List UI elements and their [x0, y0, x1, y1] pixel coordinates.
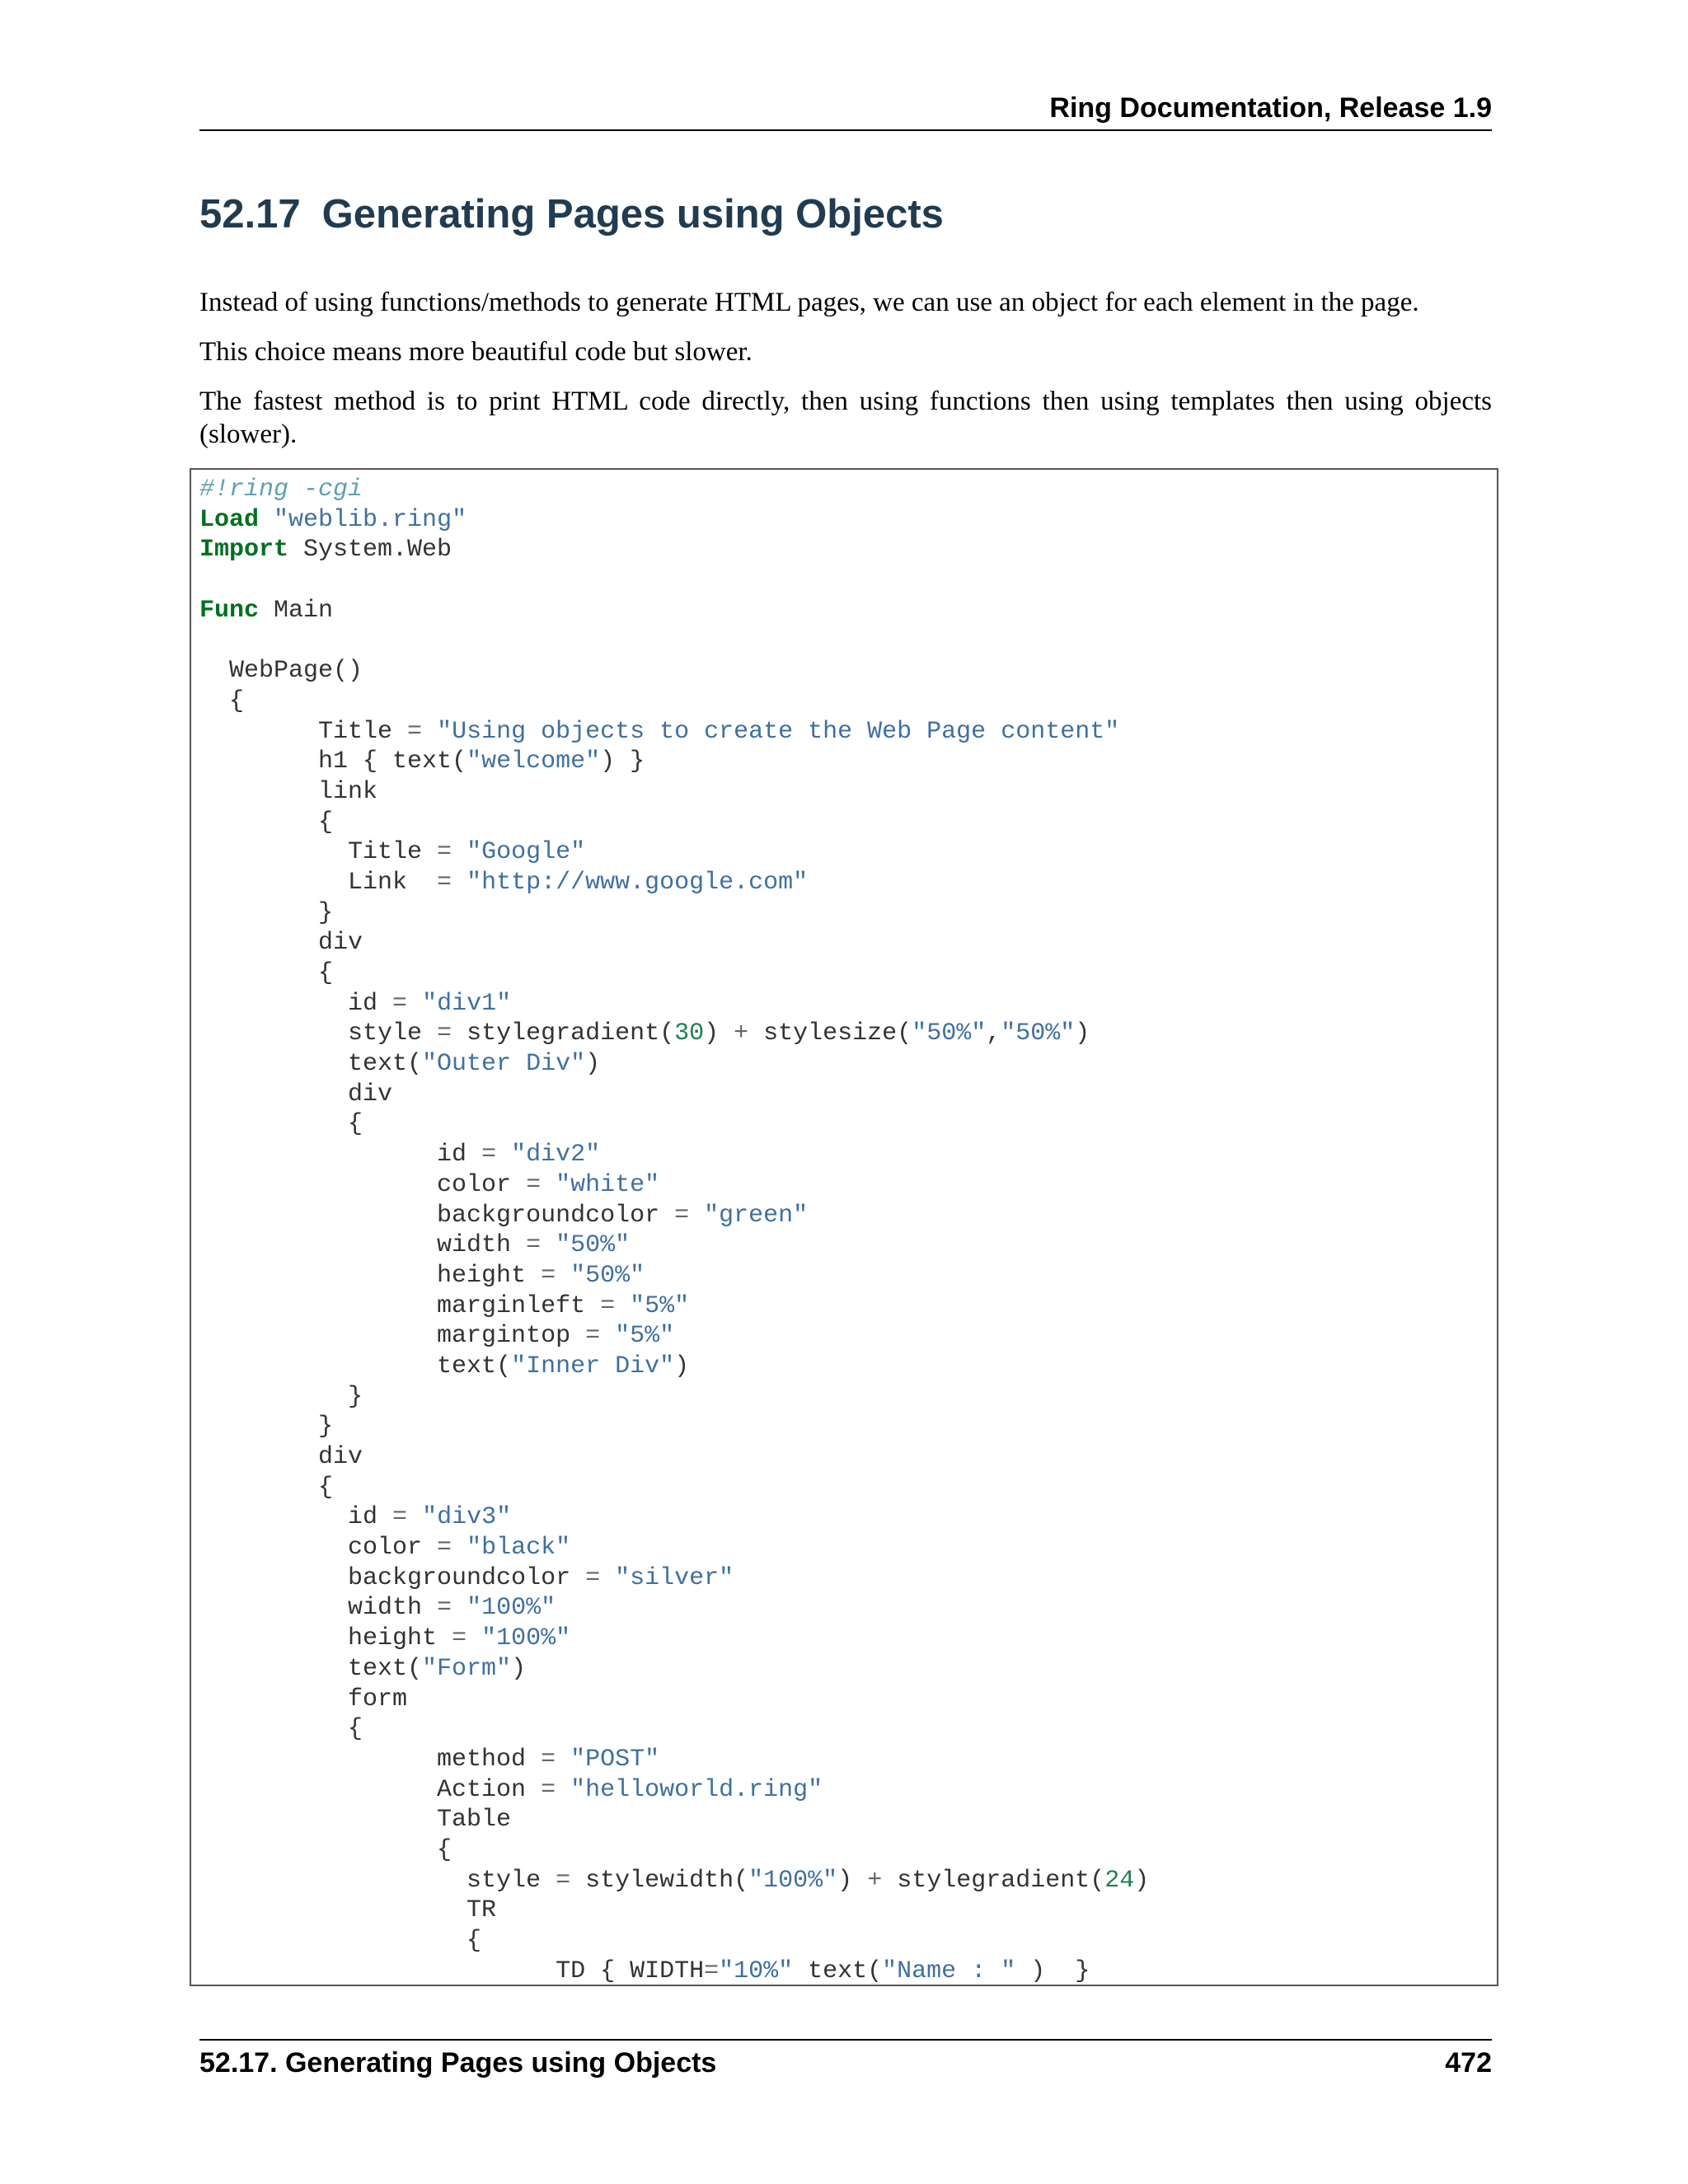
code-token: "10%" — [719, 1957, 794, 1985]
code-token: ) — [1075, 1019, 1090, 1048]
paragraph-tradeoff: This choice means more beautiful code but slower. — [199, 337, 753, 367]
code-line — [199, 868, 1149, 898]
code-token: "50%" — [556, 1231, 631, 1260]
code-line — [199, 1685, 1149, 1715]
code-token: "div1" — [422, 989, 512, 1018]
code-line — [199, 1624, 1149, 1654]
paragraph-performance: The fastest method is to print HTML code directly, then using functions then using templates then using objects (slower). — [199, 387, 1492, 449]
code-token: { — [199, 1110, 363, 1139]
code-token: "Using objects to create the Web Page content" — [437, 717, 1120, 746]
code-line — [199, 747, 1149, 777]
footer-section-label: 52.17. Generating Pages using Objects — [199, 2047, 717, 2079]
code-line — [199, 1745, 1149, 1775]
code-token: "Google" — [467, 838, 586, 867]
code-token: = — [541, 1775, 556, 1804]
code-line — [199, 1926, 1149, 1957]
code-token — [541, 1231, 556, 1259]
code-token — [452, 838, 467, 866]
code-line — [199, 1261, 1149, 1291]
code-token: stylegradient( — [452, 1019, 675, 1048]
code-token — [600, 1322, 615, 1350]
code-line — [199, 626, 1149, 656]
code-token: System.Web — [288, 536, 452, 565]
code-token: { — [199, 808, 334, 837]
code-token: "100%" — [467, 1594, 556, 1623]
code-token: = — [526, 1170, 542, 1199]
code-line — [199, 1140, 1149, 1170]
code-token: div — [199, 1443, 363, 1471]
code-token: "100%" — [748, 1866, 838, 1895]
code-token: height — [199, 1261, 542, 1290]
code-token: color — [199, 1534, 438, 1563]
code-token: form — [199, 1685, 408, 1713]
code-token: color — [199, 1170, 527, 1199]
code-line — [199, 1442, 1149, 1473]
code-token: ) } — [600, 748, 645, 776]
code-token: "Inner Div" — [511, 1352, 675, 1380]
code-token: { — [199, 959, 334, 987]
code-token: stylesize( — [748, 1019, 912, 1048]
code-token: = — [526, 1231, 542, 1260]
page-number: 472 — [1445, 2047, 1492, 2079]
code-line — [199, 1321, 1149, 1352]
code-line — [199, 1170, 1149, 1201]
code-token: h1 { text( — [199, 748, 467, 776]
code-line — [199, 989, 1149, 1019]
code-token: = — [437, 868, 452, 897]
code-token: = — [600, 1291, 616, 1320]
code-token: Load — [199, 505, 260, 534]
code-token: "black" — [467, 1534, 571, 1563]
code-block — [190, 468, 1498, 1986]
code-token: text( — [793, 1957, 883, 1985]
code-token — [259, 506, 274, 534]
code-token — [422, 718, 437, 746]
code-token: = — [541, 1261, 556, 1290]
code-token: = — [392, 1503, 408, 1532]
code-token — [556, 1776, 570, 1804]
code-line — [199, 928, 1149, 958]
code-token: margintop — [199, 1322, 586, 1351]
code-token: { — [199, 687, 245, 715]
code-token: "100%" — [481, 1624, 571, 1653]
code-token: "weblib.ring" — [274, 505, 467, 534]
code-line — [199, 505, 1149, 536]
code-line — [199, 1563, 1149, 1594]
code-token: = — [674, 1201, 690, 1230]
paragraph-intro: Instead of using functions/methods to generate HTML pages, we can use an object for each element in the page. — [199, 288, 1419, 317]
code-token — [452, 869, 467, 897]
code-token: ) — [704, 1019, 734, 1048]
code-token: Import — [199, 536, 289, 565]
code-token — [496, 1141, 511, 1169]
code-token: "POST" — [570, 1745, 660, 1774]
code-line — [199, 1019, 1149, 1049]
code-token: text( — [199, 1654, 423, 1683]
code-line — [199, 1593, 1149, 1624]
code-line — [199, 1835, 1149, 1866]
header-rule — [199, 129, 1492, 131]
code-token: "div3" — [422, 1503, 512, 1532]
code-token: "http://www.google.com" — [467, 868, 809, 897]
code-token: ) — [837, 1866, 868, 1895]
code-line — [199, 958, 1149, 989]
code-token: ) — [585, 1050, 601, 1079]
code-line — [199, 1805, 1149, 1835]
code-token: height — [199, 1624, 452, 1653]
code-token: = — [452, 1624, 467, 1653]
code-token: } — [199, 1382, 363, 1411]
code-token: = — [541, 1745, 556, 1774]
code-token — [407, 1503, 422, 1531]
code-line — [199, 1473, 1149, 1503]
code-line — [199, 777, 1149, 808]
code-line — [199, 1230, 1149, 1261]
code-token: text( — [199, 1352, 512, 1380]
code-token: method — [199, 1745, 542, 1774]
code-token: "50%" — [912, 1019, 987, 1048]
code-token: { — [199, 1927, 482, 1955]
code-token — [467, 1624, 481, 1652]
code-token — [452, 1534, 467, 1562]
code-token: id — [199, 989, 393, 1018]
code-line — [199, 1896, 1149, 1926]
code-token: = — [556, 1866, 571, 1895]
code-token: "green" — [704, 1201, 809, 1230]
code-token: = — [437, 1534, 452, 1563]
code-line — [199, 1080, 1149, 1110]
code-token: id — [199, 1503, 393, 1532]
section-heading: Generating Pages using Objects — [321, 192, 944, 237]
code-token: ) — [674, 1352, 690, 1380]
code-line — [199, 1775, 1149, 1806]
code-line — [199, 596, 1149, 626]
code-token: ) — [1134, 1866, 1150, 1895]
code-line — [199, 1201, 1149, 1231]
code-token: backgroundcolor — [199, 1201, 675, 1230]
code-token — [452, 1594, 467, 1622]
code-token: Func — [199, 596, 260, 625]
code-token — [541, 1171, 556, 1199]
code-token: = — [585, 1322, 601, 1351]
section-number: 52.17 — [199, 192, 301, 237]
code-token: marginleft — [199, 1291, 601, 1320]
code-token: { — [199, 1473, 334, 1502]
code-token: 30 — [674, 1019, 705, 1048]
code-token: ) } — [1015, 1957, 1090, 1985]
code-token: Table — [199, 1806, 512, 1835]
code-token — [556, 1262, 570, 1290]
code-token: = — [437, 1594, 452, 1623]
code-line — [199, 1533, 1149, 1563]
code-token: Action — [199, 1775, 542, 1804]
code-token: Title — [199, 838, 438, 867]
code-token: + — [734, 1019, 749, 1048]
code-token: , — [986, 1019, 1001, 1048]
code-token: + — [867, 1866, 883, 1895]
code-token — [689, 1202, 704, 1230]
code-line — [199, 1502, 1149, 1533]
code-token — [600, 1564, 615, 1592]
code-token: text( — [199, 1050, 423, 1079]
code-token: { — [199, 1835, 452, 1864]
code-token: Link — [199, 868, 438, 897]
code-token: "Outer Div" — [422, 1050, 586, 1079]
code-token — [556, 1746, 570, 1774]
code-token: style — [199, 1019, 438, 1048]
code-token: ) — [511, 1654, 527, 1683]
code-token: "5%" — [630, 1291, 690, 1320]
code-token: stylewidth( — [570, 1866, 749, 1895]
code-token: "5%" — [615, 1322, 675, 1351]
code-token: } — [199, 898, 334, 927]
code-token: width — [199, 1594, 438, 1623]
code-line — [199, 1714, 1149, 1745]
code-line — [199, 808, 1149, 838]
code-token: "50%" — [1001, 1019, 1076, 1048]
code-token: "welcome" — [467, 748, 601, 776]
code-token: = — [704, 1957, 720, 1985]
code-token: TD { WIDTH — [199, 1957, 705, 1985]
code-token: width — [199, 1231, 527, 1260]
code-token: "Form" — [422, 1654, 512, 1683]
code-token: } — [199, 1413, 334, 1441]
code-line — [199, 898, 1149, 929]
code-token: "div2" — [511, 1141, 601, 1169]
code-line — [199, 1049, 1149, 1080]
code-token — [407, 990, 422, 1018]
code-line — [199, 837, 1149, 868]
code-token: style — [199, 1866, 556, 1895]
code-token: = — [481, 1141, 497, 1169]
code-line — [199, 1957, 1149, 1986]
code-line — [199, 1382, 1149, 1413]
code-token: stylegradient( — [882, 1866, 1105, 1895]
code-token: "helloworld.ring" — [570, 1775, 823, 1804]
code-line — [199, 1654, 1149, 1685]
code-line — [199, 1412, 1149, 1442]
code-token: Title — [199, 717, 408, 746]
code-line — [199, 565, 1149, 596]
footer-rule — [199, 2039, 1492, 2041]
section-title — [199, 191, 944, 237]
code-token: = — [585, 1563, 601, 1592]
code-token: = — [437, 1019, 452, 1048]
code-line — [199, 1109, 1149, 1140]
code-token: div — [199, 929, 363, 958]
code-token: #!ring -cgi — [199, 476, 363, 504]
code-line — [199, 1866, 1149, 1896]
code-token: = — [437, 838, 452, 867]
code-token: { — [199, 1715, 363, 1744]
code-line — [199, 475, 1149, 505]
code-line — [199, 535, 1149, 565]
code-token: id — [199, 1141, 482, 1169]
code-token: WebPage() — [199, 657, 363, 686]
code-token: "white" — [556, 1170, 660, 1199]
code-token: Main — [259, 596, 334, 625]
code-token: "Name : " — [882, 1957, 1016, 1985]
code-line — [199, 656, 1149, 687]
code-token: TR — [199, 1896, 497, 1925]
code-token: 24 — [1104, 1866, 1135, 1895]
running-header: Ring Documentation, Release 1.9 — [1049, 92, 1492, 124]
code-line — [199, 1352, 1149, 1382]
code-token: backgroundcolor — [199, 1563, 586, 1592]
code-line — [199, 687, 1149, 717]
code-line — [199, 1291, 1149, 1322]
code-token: = — [392, 989, 408, 1018]
code-listing — [199, 475, 1149, 1986]
code-line — [199, 717, 1149, 748]
code-token: link — [199, 777, 378, 806]
code-token: div — [199, 1080, 393, 1108]
code-token — [615, 1292, 630, 1320]
code-token: "silver" — [615, 1563, 734, 1592]
code-token: = — [407, 717, 423, 746]
code-token: "50%" — [570, 1261, 645, 1290]
